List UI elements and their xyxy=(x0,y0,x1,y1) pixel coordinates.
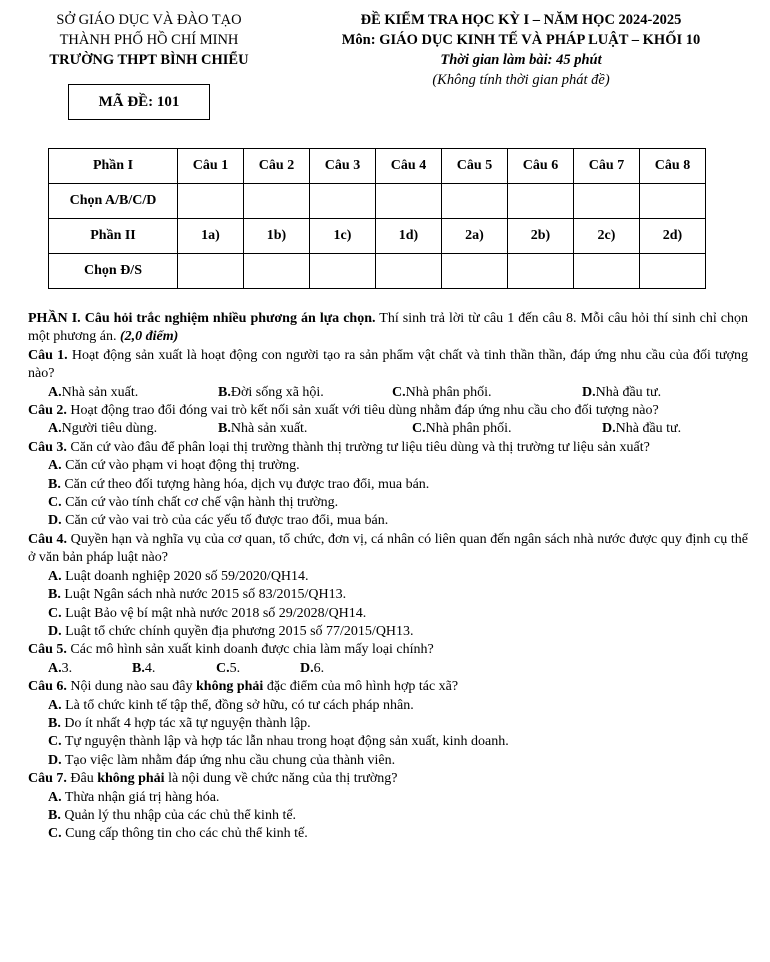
table-cell: 1b) xyxy=(244,219,310,254)
exam-content xyxy=(28,310,748,844)
option-c[interactable] xyxy=(412,420,602,438)
question-emphasis: không phải xyxy=(196,679,264,695)
option-c[interactable] xyxy=(28,605,748,623)
option-b[interactable] xyxy=(218,420,412,438)
answer-cell[interactable] xyxy=(310,254,376,289)
option-text: 6. xyxy=(313,660,325,676)
answer-cell[interactable] xyxy=(310,184,376,219)
option-a[interactable] xyxy=(48,660,132,678)
question-7 xyxy=(28,770,748,788)
option-text: Cung cấp thông tin cho các chủ thể kinh tế. xyxy=(61,826,308,842)
option-text: Tự nguyện thành lập và hợp tác lẫn nhau trong hoạt động sản xuất, kinh doanh. xyxy=(61,734,509,750)
answer-cell[interactable] xyxy=(442,254,508,289)
answer-cell[interactable] xyxy=(508,184,574,219)
option-letter: D. xyxy=(48,752,62,768)
answer-cell[interactable] xyxy=(178,184,244,219)
table-row xyxy=(49,219,706,254)
table-row xyxy=(49,149,706,184)
question-2 xyxy=(28,402,748,420)
exam-header xyxy=(286,10,756,90)
question-text: Các mô hình sản xuất kinh doanh được chia làm mấy loại chính? xyxy=(66,642,434,658)
option-letter: A. xyxy=(48,660,62,676)
answer-cell[interactable] xyxy=(178,254,244,289)
option-letter: B. xyxy=(48,715,61,731)
option-letter: C. xyxy=(48,734,62,750)
option-letter: A. xyxy=(48,421,62,437)
answer-cell[interactable] xyxy=(508,254,574,289)
question-number: Câu 6. xyxy=(28,679,67,695)
answer-cell[interactable] xyxy=(442,184,508,219)
option-text: Nhà sản xuất. xyxy=(230,421,308,437)
option-text: Đời sống xã hội. xyxy=(230,384,324,400)
option-letter: A. xyxy=(48,789,62,805)
question-4 xyxy=(28,531,748,568)
option-b[interactable] xyxy=(218,384,392,402)
answer-cell[interactable] xyxy=(640,254,706,289)
option-letter: D. xyxy=(582,384,596,400)
answer-cell[interactable] xyxy=(244,254,310,289)
option-text: Nhà phân phối. xyxy=(405,384,492,400)
table-cell: 1c) xyxy=(310,219,376,254)
exam-code-box: MÃ ĐỀ: 101 xyxy=(68,84,210,120)
option-b[interactable] xyxy=(28,715,748,733)
table-cell: Câu 7 xyxy=(574,149,640,184)
table-cell: Câu 2 xyxy=(244,149,310,184)
table-cell: 1a) xyxy=(178,219,244,254)
part-title: PHẦN I. Câu hỏi trắc nghiệm nhiều phương án lựa chọn. xyxy=(28,311,376,326)
option-letter: B. xyxy=(218,384,231,400)
option-text: Căn cứ vào tính chất cơ chế vận hành thị trường. xyxy=(61,495,339,511)
option-b[interactable] xyxy=(132,660,216,678)
option-text: Luật tổ chức chính quyền địa phương 2015 số 77/2015/QH13. xyxy=(61,623,414,639)
table-cell: Phần I xyxy=(49,149,178,184)
part-heading xyxy=(28,310,748,347)
question-number: Câu 7. xyxy=(28,771,67,787)
option-d[interactable] xyxy=(582,384,661,402)
option-letter: C. xyxy=(412,421,426,437)
option-letter: D. xyxy=(300,660,314,676)
option-a[interactable] xyxy=(28,789,748,807)
table-cell: 2d) xyxy=(640,219,706,254)
school-name: TRƯỜNG THPT BÌNH CHIỂU xyxy=(49,52,249,68)
question-number: Câu 5. xyxy=(28,642,67,658)
table-row xyxy=(49,254,706,289)
subject-line: Môn: GIÁO DỤC KINH TẾ VÀ PHÁP LUẬT – KHỐI 10 xyxy=(341,32,701,48)
option-text: 3. xyxy=(61,660,73,676)
answer-cell[interactable] xyxy=(244,184,310,219)
option-a[interactable] xyxy=(48,420,218,438)
table-cell: 2b) xyxy=(508,219,574,254)
option-text: Căn cứ vào vai trò của các yếu tố được trao đổi, mua bán. xyxy=(61,513,389,529)
question-number: Câu 4. xyxy=(28,531,68,547)
option-a[interactable] xyxy=(48,384,218,402)
table-cell: 1d) xyxy=(376,219,442,254)
option-d[interactable] xyxy=(28,512,748,530)
option-letter: C. xyxy=(48,495,62,511)
option-row xyxy=(28,384,748,402)
option-letter: C. xyxy=(392,384,406,400)
option-letter: B. xyxy=(48,807,61,823)
answer-table xyxy=(48,148,706,289)
answer-cell[interactable] xyxy=(574,254,640,289)
option-a[interactable] xyxy=(28,697,748,715)
option-text: Luật doanh nghiệp 2020 số 59/2020/QH14. xyxy=(61,568,309,584)
option-d[interactable] xyxy=(300,660,324,678)
option-text: Do ít nhất 4 hợp tác xã tự nguyện thành lập. xyxy=(60,715,311,731)
duration-note: (Không tính thời gian phát đề) xyxy=(432,72,610,88)
question-text: đặc điểm của mô hình hợp tác xã? xyxy=(263,679,459,695)
answer-cell[interactable] xyxy=(376,184,442,219)
option-letter: B. xyxy=(218,421,231,437)
option-text: Căn cứ theo đối tượng hàng hóa, dịch vụ được trao đổi, mua bán. xyxy=(60,476,430,492)
department-name: SỞ GIÁO DỤC VÀ ĐÀO TẠO xyxy=(56,12,242,28)
question-number: Câu 2. xyxy=(28,403,67,419)
option-text: Quản lý thu nhập của các chủ thể kinh tế. xyxy=(60,807,297,823)
option-text: Tạo việc làm nhằm đáp ứng nhu cầu chung của thành viên. xyxy=(61,752,396,768)
option-row xyxy=(28,420,748,438)
table-cell: Câu 8 xyxy=(640,149,706,184)
option-text: Luật Bảo vệ bí mật nhà nước 2018 số 29/2028/QH14. xyxy=(61,605,367,621)
question-emphasis: không phải xyxy=(97,771,165,787)
option-letter: D. xyxy=(48,623,62,639)
answer-cell[interactable] xyxy=(640,184,706,219)
option-a[interactable] xyxy=(28,568,748,586)
table-cell: Câu 6 xyxy=(508,149,574,184)
option-row xyxy=(28,660,748,678)
option-letter: D. xyxy=(48,513,62,529)
question-text: là nội dung về chức năng của thị trường? xyxy=(164,771,398,787)
option-text: Là tổ chức kinh tế tập thể, đồng sở hữu, có tư cách pháp nhân. xyxy=(61,697,414,713)
question-3 xyxy=(28,439,748,457)
option-letter: C. xyxy=(48,605,62,621)
table-row xyxy=(49,184,706,219)
option-text: Nhà đầu tư. xyxy=(615,421,682,437)
part-score: (2,0 điểm) xyxy=(116,329,179,345)
option-text: 4. xyxy=(144,660,156,676)
school-header xyxy=(14,10,284,70)
option-letter: B. xyxy=(48,476,61,492)
option-letter: A. xyxy=(48,697,62,713)
option-a[interactable] xyxy=(28,457,748,475)
option-d[interactable] xyxy=(602,420,681,438)
table-cell: 2c) xyxy=(574,219,640,254)
city-name: THÀNH PHỐ HỒ CHÍ MINH xyxy=(59,32,239,48)
exam-title: ĐỀ KIỂM TRA HỌC KỲ I – NĂM HỌC 2024-2025 xyxy=(360,12,682,28)
option-text: Nhà phân phối. xyxy=(425,421,512,437)
option-letter: B. xyxy=(48,587,61,603)
option-d[interactable] xyxy=(28,623,748,641)
option-text: Nhà đầu tư. xyxy=(595,384,662,400)
option-c[interactable] xyxy=(28,733,748,751)
option-letter: B. xyxy=(132,660,145,676)
question-6 xyxy=(28,678,748,696)
question-5 xyxy=(28,641,748,659)
question-1 xyxy=(28,347,748,384)
option-text: 5. xyxy=(229,660,241,676)
duration-line: Thời gian làm bài: 45 phút xyxy=(440,52,602,68)
option-text: Luật Ngân sách nhà nước 2015 số 83/2015/QH13. xyxy=(60,587,347,603)
question-text: Nội dung nào sau đây xyxy=(66,679,196,695)
option-d[interactable] xyxy=(28,752,748,770)
option-letter: C. xyxy=(48,826,62,842)
option-letter: D. xyxy=(602,421,616,437)
option-text: Thừa nhận giá trị hàng hóa. xyxy=(61,789,220,805)
table-cell: Chọn A/B/C/D xyxy=(49,184,178,219)
table-cell: Câu 1 xyxy=(178,149,244,184)
part-intro: Thí sinh trả lời từ câu 1 đến câu 8. Mỗi câu hỏi thí sinh chỉ chọn một phương án. xyxy=(28,311,748,345)
option-letter: A. xyxy=(48,568,62,584)
answer-cell[interactable] xyxy=(376,254,442,289)
table-cell: Câu 3 xyxy=(310,149,376,184)
option-text: Căn cứ vào phạm vi hoạt động thị trường. xyxy=(61,458,300,474)
option-text: Người tiêu dùng. xyxy=(61,421,158,437)
option-c[interactable] xyxy=(216,660,300,678)
option-b[interactable] xyxy=(28,476,748,494)
question-text: Căn cứ vào đâu để phân loại thị trường thành thị trường tư liệu tiêu dùng và thị trường tư liệu sản xuất? xyxy=(66,439,650,455)
table-cell: Câu 4 xyxy=(376,149,442,184)
question-text: Hoạt động trao đổi đóng vai trò kết nối sản xuất với tiêu dùng nhằm đáp ứng nhu cầu cho đối tượng nào? xyxy=(66,403,659,419)
table-cell: Phần II xyxy=(49,219,178,254)
table-cell: Câu 5 xyxy=(442,149,508,184)
question-text: Đâu xyxy=(66,771,98,787)
table-cell: 2a) xyxy=(442,219,508,254)
option-letter: A. xyxy=(48,458,62,474)
question-text: Hoạt động sản xuất là hoạt động con người tạo ra sản phẩm vật chất và tinh thần thần, đáp ứng nhu cầu của đối tượng nào? xyxy=(28,347,748,382)
question-text: Quyền hạn và nghĩa vụ của cơ quan, tổ chức, đơn vị, cá nhân có liên quan đến ngân sách nhà nước được quy định cụ thể ở văn bản pháp luật nào? xyxy=(28,531,748,566)
option-text: Nhà sản xuất. xyxy=(61,384,139,400)
option-letter: C. xyxy=(216,660,230,676)
option-b[interactable] xyxy=(28,586,748,604)
option-letter: A. xyxy=(48,384,62,400)
option-c[interactable] xyxy=(392,384,582,402)
option-b[interactable] xyxy=(28,807,748,825)
question-number: Câu 1. xyxy=(28,347,68,363)
option-c[interactable] xyxy=(28,494,748,512)
question-number: Câu 3. xyxy=(28,439,67,455)
answer-cell[interactable] xyxy=(574,184,640,219)
table-cell: Chọn Đ/S xyxy=(49,254,178,289)
option-c[interactable] xyxy=(28,825,748,843)
